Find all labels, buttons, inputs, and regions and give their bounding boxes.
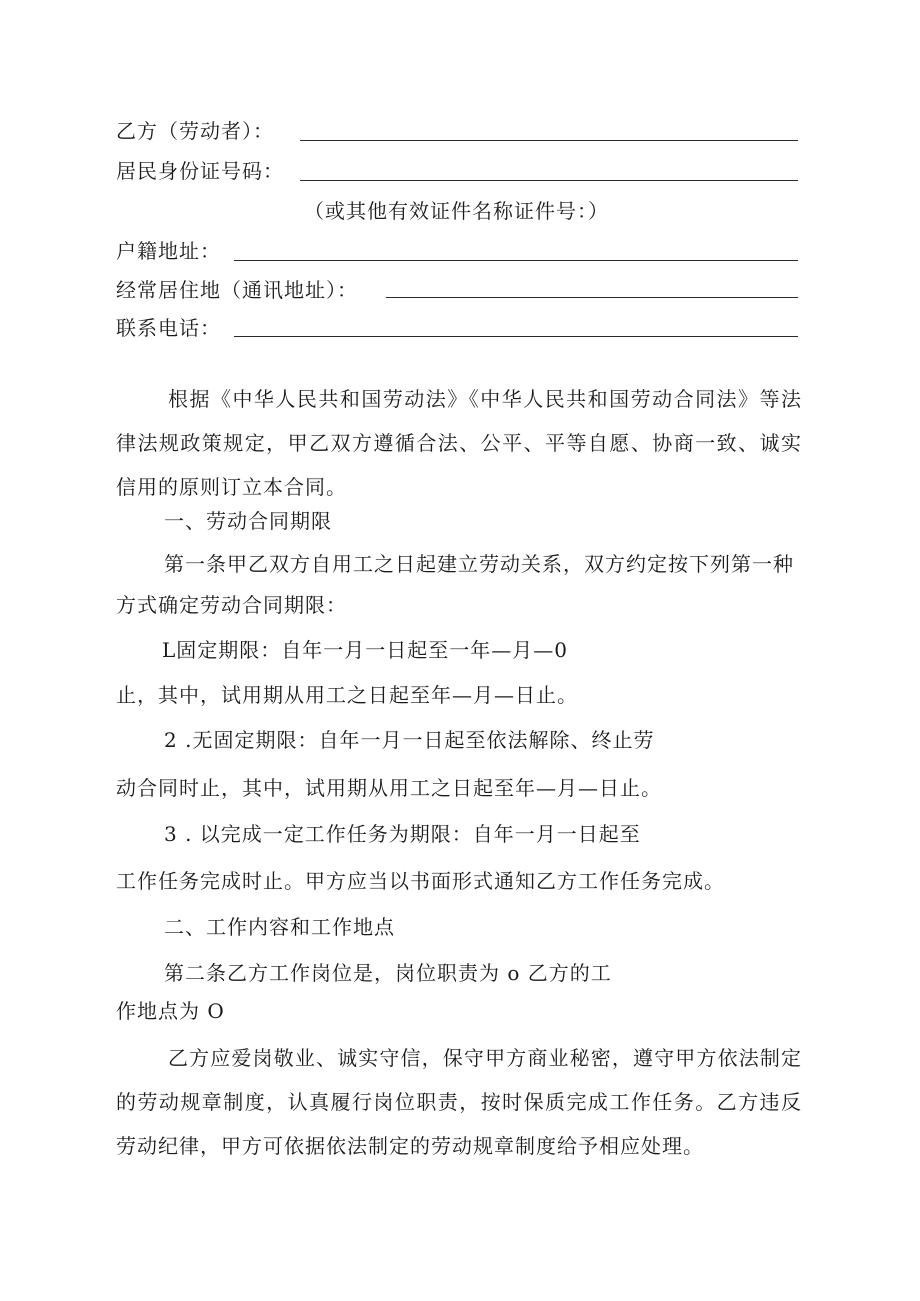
party-b-label: 乙方（劳动者）： (116, 119, 274, 143)
id-number-label: 居民身份证号码： (116, 159, 284, 183)
other-id-note: （或其他有效证件名称证件号：） (304, 199, 609, 223)
section1-heading: 一、劳动合同期限 (164, 509, 332, 533)
residence-label: 经常居住地（通讯地址）： (116, 278, 358, 302)
section2-heading: 二、工作内容和工作地点 (164, 915, 395, 939)
household-address-label: 户籍地址： (116, 239, 221, 263)
option1-line1: L固定期限：自年一月一日起至一年—月—0 (162, 638, 569, 662)
option1-line2: 止，其中，试用期从用工之日起至年—月—日止。 (116, 683, 578, 707)
duty-paragraph: 乙方应爱岗敬业、诚实守信，保守甲方商业秘密，遵守甲方依法制定的劳动规章制度，认真履行岗位职责，按时保质完成工作任务。乙方违反劳动纪律，甲方可依据依法制定的劳动规章制度给予相应处理。 (116, 1046, 802, 1158)
phone-label: 联系电话： (116, 316, 221, 340)
residence-blank-line[interactable] (386, 297, 798, 298)
option3-line2: 工作任务完成时止。甲方应当以书面形式通知乙方工作任务完成。 (116, 869, 725, 893)
article2-line2: 作地点为 O (116, 999, 225, 1023)
article1-line1: 第一条甲乙双方自用工之日起建立劳动关系，双方约定按下列第一种 (164, 552, 794, 576)
article2-line1: 第二条乙方工作岗位是，岗位职责为 o 乙方的工 (164, 961, 612, 985)
option2-line2: 动合同时止，其中，试用期从用工之日起至年—月—日止。 (116, 776, 662, 800)
phone-blank-line[interactable] (234, 336, 798, 337)
id-number-blank-line[interactable] (300, 180, 798, 181)
article1-line2: 方式确定劳动合同期限： (116, 593, 347, 617)
preamble-paragraph: 根据《中华人民共和国劳动法》《中华人民共和国劳动合同法》等法律法规政策规定，甲乙双方遵循合法、公平、平等自愿、协商一致、诚实信用的原则订立本合同。 (116, 387, 802, 499)
option3-line1: 3 . 以完成一定工作任务为期限：自年一月一日起至 (164, 822, 641, 846)
party-b-blank-line[interactable] (300, 140, 798, 141)
household-address-blank-line[interactable] (234, 260, 798, 261)
option2-line1: 2 .无固定期限：自年一月一日起至依法解除、终止劳 (164, 728, 655, 752)
